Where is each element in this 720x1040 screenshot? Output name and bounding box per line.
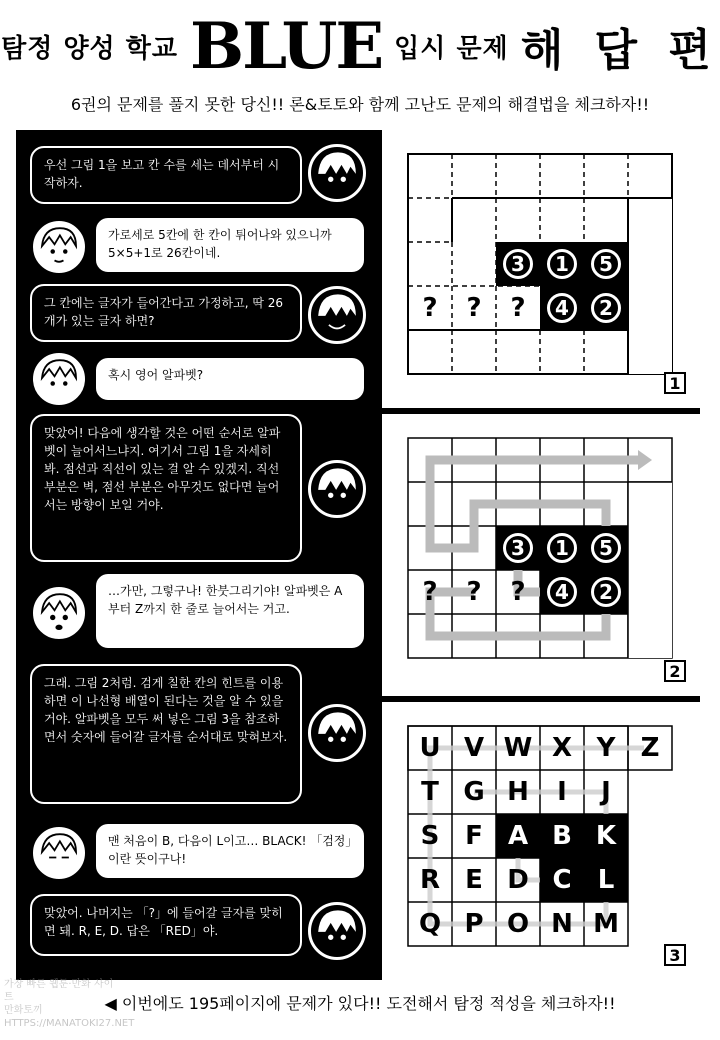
alphabet-cell: S [420, 821, 440, 851]
black-cell [540, 242, 584, 286]
number-badge: 4 [547, 293, 577, 323]
header-school-name: 탐정 양성 학교 [1, 33, 178, 64]
speech-bubble [94, 572, 366, 650]
alphabet-cell: Z [640, 733, 660, 763]
number-badge: 1 [547, 249, 577, 279]
speech-bubble [30, 664, 302, 804]
number-badge: 5 [591, 249, 621, 279]
question-cell: ? [510, 577, 526, 607]
toto-face-icon [30, 350, 88, 408]
speech-bubble [30, 146, 302, 204]
alphabet-cell: X [551, 733, 573, 763]
panel-label-3: 3 [664, 944, 686, 966]
panel-label-2: 2 [664, 660, 686, 682]
alphabet-cell: R [419, 865, 441, 895]
alphabet-cell: N [551, 909, 573, 939]
question-cell: ? [422, 293, 438, 323]
bubble-text: 그래. 그림 2처럼. 검게 칠한 칸의 힌트를 이용하면 이 나선형 배열이 된다는 것을 알 수 있을 거야. 알파벳을 모두 써 넣은 그림 3을 참조하면서 숫자에 들어갈 글자를 순서대로 맞혀보자. [44, 676, 288, 744]
puzzle-panel-3 [382, 702, 700, 980]
content-frame [16, 130, 700, 980]
alphabet-cell: F [465, 821, 483, 851]
ron-face-icon [308, 902, 366, 960]
speech-bubble [94, 822, 366, 880]
puzzle-panel-2 [382, 414, 700, 696]
alphabet-cell: O [506, 909, 530, 939]
header-logo: BLUE [189, 8, 383, 84]
header-exam-label: 입시 문제 [394, 33, 509, 64]
bubble-text: 혹시 영어 알파벳? [108, 368, 204, 382]
page-footer: ◀ 이번에도 195페이지에 문제가 있다!! 도전해서 탐정 적성을 체크하자!! [104, 994, 616, 1013]
alphabet-cell: K [584, 814, 628, 858]
number-badge: 1 [547, 533, 577, 563]
black-cell [584, 570, 628, 614]
watermark-line: 가장 빠른 웹툰·만화 사이트 [4, 979, 114, 1003]
alphabet-cell: P [464, 909, 484, 939]
question-cell: ? [466, 293, 482, 323]
alphabet-cell: Q [418, 909, 442, 939]
number-badge: 2 [591, 293, 621, 323]
ron-face-icon [308, 460, 366, 518]
alphabet-cell: I [557, 777, 567, 807]
speech-bubble [94, 356, 366, 402]
header-answer-title: 해 답 편 [520, 25, 719, 76]
alphabet-cell: U [419, 733, 441, 763]
alphabet-cell: J [601, 777, 611, 807]
black-cell [584, 286, 628, 330]
black-cell [584, 242, 628, 286]
number-badge: 4 [547, 577, 577, 607]
alphabet-cell: E [465, 865, 483, 895]
toto-face-icon [30, 584, 88, 642]
alphabet-cell: M [593, 909, 619, 939]
puzzle-panel-1 [382, 130, 700, 408]
alphabet-cell: C [540, 858, 584, 902]
speech-bubble [30, 414, 302, 562]
alphabet-cell: A [496, 814, 540, 858]
alphabet-cell: T [421, 777, 439, 807]
alphabet-cell: L [584, 858, 628, 902]
number-badge: 3 [503, 533, 533, 563]
alphabet-cell: B [540, 814, 584, 858]
number-badge: 3 [503, 249, 533, 279]
watermark-line: 만화토끼 [4, 1005, 43, 1016]
speech-bubble [30, 284, 302, 342]
site-watermark [4, 978, 135, 1034]
alphabet-cell: V [463, 733, 485, 763]
bubble-text: 우선 그림 1을 보고 칸 수를 세는 데서부터 시작하자. [44, 158, 280, 190]
bubble-text: …가만, 그렇구나! 한붓그리기야! 알파벳은 A부터 Z까지 한 줄로 늘어서는 거고. [108, 584, 343, 616]
bubble-text: 맨 처음이 B, 다음이 L이고… BLACK! 「검정」이란 뜻이구나! [108, 834, 352, 866]
ron-face-icon [308, 704, 366, 762]
bubble-text: 가로세로 5칸에 한 칸이 튀어나와 있으니까 5×5+1로 26칸이네. [108, 228, 332, 260]
black-cell [540, 526, 584, 570]
black-cell [540, 286, 584, 330]
alphabet-cell: W [503, 733, 533, 763]
page-header [0, 0, 720, 92]
alphabet-cell: Y [596, 733, 616, 763]
ron-face-icon [308, 144, 366, 202]
puzzle-column [382, 130, 700, 980]
speech-bubble [94, 216, 366, 274]
number-badge: 5 [591, 533, 621, 563]
bubble-text: 맞았어. 나머지는 「?」에 들어갈 글자를 맞히면 돼. R, E, D. 답은 「RED」야. [44, 906, 283, 938]
speech-bubble [30, 894, 302, 956]
black-cell [496, 242, 540, 286]
alphabet-cell: G [463, 777, 485, 807]
toto-face-icon [30, 218, 88, 276]
black-cell [496, 526, 540, 570]
panel-label-1: 1 [664, 372, 686, 394]
page-subtitle: 6권의 문제를 풀지 못한 당신!! 론&토토와 함께 고난도 문제의 해결법을 체크하자!! [70, 95, 650, 114]
alphabet-cell: H [507, 777, 529, 807]
black-cell [540, 570, 584, 614]
number-badge: 2 [591, 577, 621, 607]
question-cell: ? [510, 293, 526, 323]
dialogue-panel [16, 130, 378, 980]
watermark-line: HTTPS://MANATOKI27.NET [4, 1018, 135, 1029]
bubble-text: 그 칸에는 글자가 들어간다고 가정하고, 딱 26개가 있는 글자 하면? [44, 296, 284, 328]
black-cell [584, 526, 628, 570]
bubble-text: 맞았어! 다음에 생각할 것은 어떤 순서로 알파벳이 늘어서느냐지. 여기서 그림 1을 자세히 봐. 점선과 직선이 있는 걸 알 수 있겠지. 직선 부분은 벽, 점선 부분은 아무것도 없다면 늘어서는 방향이 보일 거야. [44, 426, 281, 512]
question-cell: ? [466, 577, 482, 607]
question-cell: ? [422, 577, 438, 607]
toto-face-icon [30, 824, 88, 882]
alphabet-cell: D [507, 865, 529, 895]
ron-face-icon [308, 286, 366, 344]
